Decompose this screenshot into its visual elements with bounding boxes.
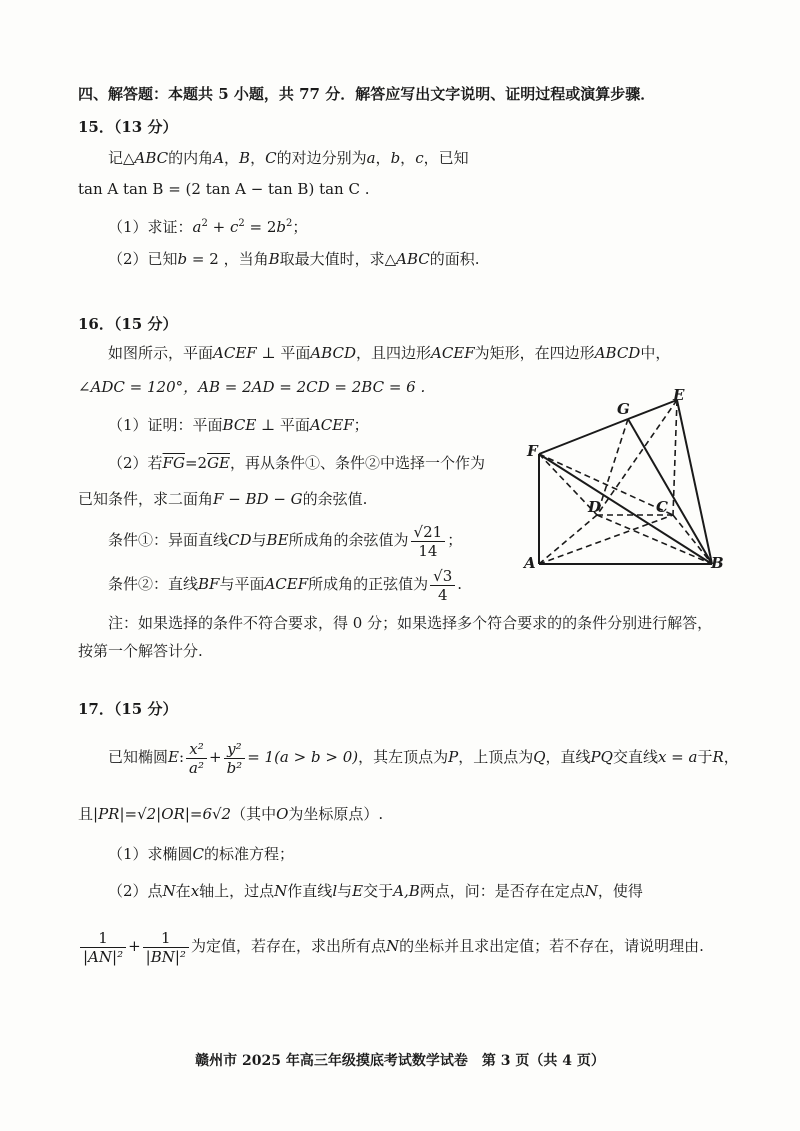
edge-EB: [677, 400, 712, 564]
fraction-an: $\frac{1}{\text{|AN|²}}$: [80, 929, 126, 966]
edge-FB: [539, 454, 712, 564]
q17-line1: 已知椭圆E: $\frac{\text{x²}}{\text{a²}}$ + $\frac{\text{y²}}{\text{b²}}$ = 1(a > b > 0)，其左顶点为P，上顶点为Q，直线PQ交直线x = a于R，: [108, 739, 739, 777]
label-C: C: [656, 498, 668, 516]
q16-part1: （1）证明：平面BCE ⊥ 平面ACEF；: [108, 416, 369, 434]
edge-AD: [539, 515, 597, 564]
solid-edges: [539, 400, 712, 564]
q15-condition: tan A tan B = (2 tan A − tan B) tan C .: [78, 180, 370, 198]
q16-part2-cont: 已知条件，求二面角F − BD − G的余弦值.: [78, 490, 368, 508]
q16-note-line2: 按第一个解答计分.: [78, 642, 203, 660]
ellipse-y-fraction: $\frac{\text{y²}}{\text{b²}}$: [224, 740, 246, 777]
label-D: D: [588, 498, 602, 516]
q16-part2: （2）若$\overline{FG}=2\overline{GE}$，再从条件①、条件②中选择一个作为: [108, 454, 486, 472]
q16-condition-1: 条件①：异面直线CD与BE所成角的余弦值为 $\frac{√21}{14}$ ；: [108, 522, 463, 560]
edge-FG: [539, 419, 628, 454]
dashed-edges: [539, 400, 712, 564]
edge-GB: [628, 419, 712, 564]
q15-part1: （1）求证：$a^2 + c^2 = 2b^2$；: [108, 218, 308, 236]
cond1-fraction: $\frac{√21}{14}$: [411, 523, 446, 560]
page-footer: 赣州市 2025 年高三年级摸底考试数学试卷 第 3 页（共 4 页）: [195, 1053, 605, 1069]
q16-number: 16．（15 分）: [78, 315, 178, 333]
q17-part1: （1）求椭圆C的标准方程；: [108, 845, 295, 863]
q17-number: 17．（15 分）: [78, 700, 178, 718]
q16-given: ∠ADC = 120°，AB = 2AD = 2CD = 2BC = 6 .: [78, 378, 426, 396]
label-A: A: [524, 554, 536, 572]
q17-part2: （2）点N在x轴上，过点N作直线l与E交于A,B两点，问：是否存在定点N，使得: [108, 882, 643, 900]
fraction-bn: $\frac{1}{\text{|BN|²}}$: [143, 929, 189, 966]
q17-line4: $\frac{1}{\text{|AN|²}}$ + $\frac{1}{\text{|BN|²}}$ 为定值，若存在，求出所有点N的坐标并且求出定值；若不存在，请说明理由.: [78, 922, 704, 970]
label-F: F: [527, 442, 538, 460]
geometry-figure: [515, 382, 730, 582]
label-G: G: [617, 400, 630, 418]
section-heading: 四、解答题：本题共 5 小题，共 77 分．解答应写出文字说明、证明过程或演算步骤．: [78, 85, 656, 103]
ellipse-x-fraction: $\frac{\text{x²}}{\text{a²}}$: [186, 740, 207, 777]
q15-number: 15．（13 分）: [78, 118, 178, 136]
label-E: E: [673, 386, 685, 404]
cond2-fraction: $\frac{√3}{4}$: [430, 567, 455, 604]
q16-note-line1: 注：如果选择的条件不符合要求，得 0 分；如果选择多个符合要求的的条件分别进行解答，: [108, 614, 713, 632]
q17-line2: 且|PR|=√2|OR|=6√2（其中O为坐标原点）.: [78, 805, 384, 823]
q15-intro: 记△ABC的内角A，B，C的对边分别为a，b，c，已知: [108, 149, 469, 167]
q16-intro: 如图所示，平面ACEF ⊥ 平面ABCD，且四边形ACEF为矩形，在四边形ABCD中，: [108, 344, 671, 362]
q15-part2: （2）已知b = 2 ，当角B取最大值时，求△ABC的面积.: [108, 250, 480, 268]
label-B: B: [711, 554, 724, 572]
q16-condition-2: 条件②：直线BF与平面ACEF所成角的正弦值为 $\frac{√3}{4}$ .: [108, 566, 463, 604]
